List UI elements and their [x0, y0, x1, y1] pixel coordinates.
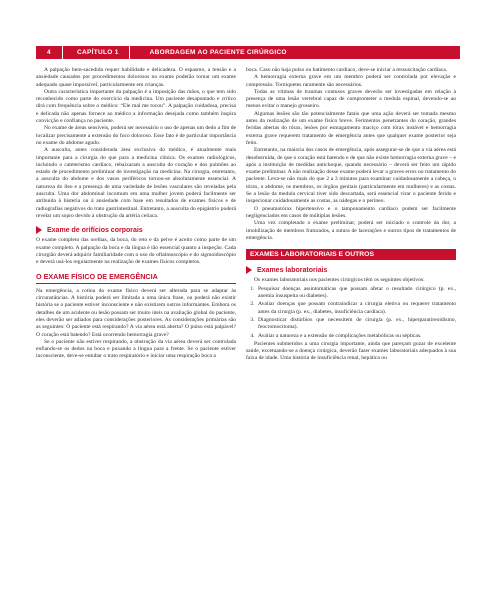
paragraph: Algumas lesões são tão potencialmente fatais que uma ação deverá ser tomada mesmo antes da realização de um exame físico breve. Ferimentos penetrantes do coração, grandes feridas abertas do tórax, lesões por esmagamento maciço com tórax instável e hemorragia externa grave requerem tratamento de emergência antes que qualquer exame posterior seja feito.	[246, 110, 456, 146]
paragraph: A palpação bem-sucedida requer habilidade e delicadeza. O espasmo, a tensão e a ansiedade causados por procedimentos dolorosos no exame poderão tornar um exame adequado quase impossível, particularmente em crianças.	[36, 67, 236, 88]
paragraph: Todas as vítimas de traumas contusos graves deverão ser investigadas em relação à presença de uma lesão vertebral capaz de comprometer a medula espinal, devendo-se ao menos evitar o manejo grosseiro.	[246, 88, 456, 110]
subsection-heading	[246, 266, 456, 274]
section-heading-bar: EXAMES LABORATORIAIS E OUTROS	[246, 249, 456, 260]
chapter-label: CAPÍTULO 1	[77, 49, 119, 56]
paragraph: Se o paciente não estiver respirando, a obstrução da via aérea deverá ser controlada enfiando-se os dedos na boca e puxando a língua para a frente. Se o paciente estiver inconsciente, deve-se entubar o trato respiratório e iniciar uma respiração boca a	[36, 338, 236, 360]
paragraph: boca. Caso não haja pulso ou batimento cardíaco, deve-se iniciar a ressuscitação cardíaca.	[246, 67, 448, 73]
paragraph: Na emergência, a rotina do exame físico deverá ser alterada para se adaptar às circunstâncias. A história poderá ser limitada a uma única frase, ou poderá não existir história se o paciente estiver inconsciente e não existirem outros informantes. Embora os detalhes de um acidente ou lesão possam ser muito úteis na avaliação global do paciente, eles deverão ser adiados para considerações posteriores. As considerações primárias são as seguintes: O paciente está respirando? A via aérea está aberta? O pulso está palpável? O coração está batendo? Está ocorrendo hemorragia grave?	[36, 287, 236, 338]
triangle-bullet-icon	[246, 266, 252, 274]
left-column	[36, 67, 236, 361]
paragraph: Uma vez completado o exame preliminar, poderá ser iniciado o controle da dor, a imobilização de membros fraturados, a sutura de lacerações e outros tipos de tratamentos de emergência.	[246, 220, 456, 241]
subsection-heading-text: Exames laboratoriais	[257, 266, 328, 274]
paragraph: A hemorragia externa grave em um membro poderá ser controlada por elevação e compressão. Torniquetes raramente são necessários.	[246, 74, 456, 88]
paragraph: Outra característica importante da palpação é a imposição das mãos, o que tem sido reconhecido como parte do exercício da medicina. Um paciente desapontado e crítico dirá com frequência sobre o médico: “Ele mal me tocou”. A palpação cuidadosa, precisa e delicada não apenas fornece ao médico a informação desejada como também inspira convicção e confiança no paciente.	[36, 88, 236, 125]
section-heading: O EXAME FÍSICO DE EMERGÊNCIA	[36, 273, 236, 283]
paragraph: Entretanto, na maioria dos casos de emergência, após assegurar-se de que a via aérea está desobstruída, de que o coração está batendo e de que não existe hemorragia externa grave – e após a instituição de medidas antichoque, quando necessário – deverá ser feito um rápido exame preliminar. A não realização desse exame poderá levar a graves erros no tratamento do paciente. Leva-se não mais do que 2 a 3 minutos para examinar cuidadosamente a cabeça, o tórax, o abdome, os membros, os órgãos genitais (particularmente em mulheres) e as costas. Se a lesão da medula cervical tiver sido descartada, será essencial virar o paciente ferido e inspecionar cuidadosamente as costas, as nádegas e o períneo.	[246, 147, 456, 205]
objectives-list	[246, 286, 456, 340]
paragraph: Pacientes submetidos a uma cirurgia importante, ainda que pareçam gozar de excelente saúde, excetuando-se a doença cirúrgica, deverão fazer exames laboratoriais adequados à sua faixa de idade. Uma história de insuficiência renal, hepática ou	[246, 340, 456, 362]
subsection-heading	[36, 226, 236, 234]
paragraph: O pneumotórax hipertensivo e o tamponamento cardíaco podem ser facilmente negligenciados em casos de múltiplas lesões.	[246, 205, 456, 219]
paragraph: O exame completo das orelhas, da boca, do reto e da pelve é aceito como parte de um exame completo. A palpação da boca e da língua é tão essencial quanto a inspeção. Cada cirurgião deverá adquirir familiaridade com o uso do oftalmoscópio e do sigmoidoscópio e deverá usá-los regularmente na realização de exames físicos completos.	[36, 237, 236, 266]
paragraph: No exame de áreas sensíveis, poderá ser necessário o uso de apenas um dedo a fim de localizar precisamente a extensão do foco doloroso. Esse fato é de particular importância no exame do abdome agudo.	[36, 125, 236, 146]
paragraph: Os exames laboratoriais nos pacientes cirúrgicos têm os seguintes objetivos:	[254, 277, 425, 284]
subsection-heading-text: Exame de orifícios corporais	[47, 226, 143, 234]
right-column	[246, 67, 456, 363]
list-item: 3. Diagnosticar distúrbios que necessitem de cirurgia (p. ex., hiperparatireoidismo, feocromocitoma).	[256, 317, 456, 332]
paragraph: A ausculta, antes considerada área exclusiva do médico, é atualmente mais importante para a cirurgia do que para a medicina clínica. Os exames radiológicos, incluindo o cateterismo cardíaco, rebaixaram a ausculta do coração e dos pulmões ao estado de procedimento preliminar de investigação na medicina. Na cirurgia, entretanto, a ausculta do abdome e dos vasos periféricos tornou-se absolutamente essencial. A natureza do íleo e a presença de uma variedade de lesões vasculares são reveladas pela ausculta. Uma dor abdominal incomum em uma mulher jovem poderá facilmente ser atribuída à histeria ou à ansiedade com base em resultados de exames físicos e de radiografias negativos do trato gastrintestinal. Entretanto, a ausculta do epigástrio poderá revelar um sopro devido à obstrução da artéria celíaca.	[36, 147, 236, 219]
page-number: 4	[47, 49, 51, 56]
list-item: 1. Pesquisar doenças assintomáticas que possam afetar o resultado cirúrgico (p. ex., anemia insuspeita ou diabetes).	[256, 286, 456, 301]
chapter-title: ABORDAGEM AO PACIENTE CIRÚRGICO	[149, 49, 287, 56]
triangle-bullet-icon	[36, 226, 42, 234]
list-item: 4. Avaliar a natureza e a extensão de complicações metabólicas ou sépticas.	[256, 333, 456, 340]
list-item: 2. Avaliar doenças que possam contraindicar a cirurgia eletiva ou requerer tratamento antes da cirurgia (p. ex., diabetes, insuficiência cardíaca).	[256, 301, 456, 316]
running-header	[36, 46, 460, 59]
